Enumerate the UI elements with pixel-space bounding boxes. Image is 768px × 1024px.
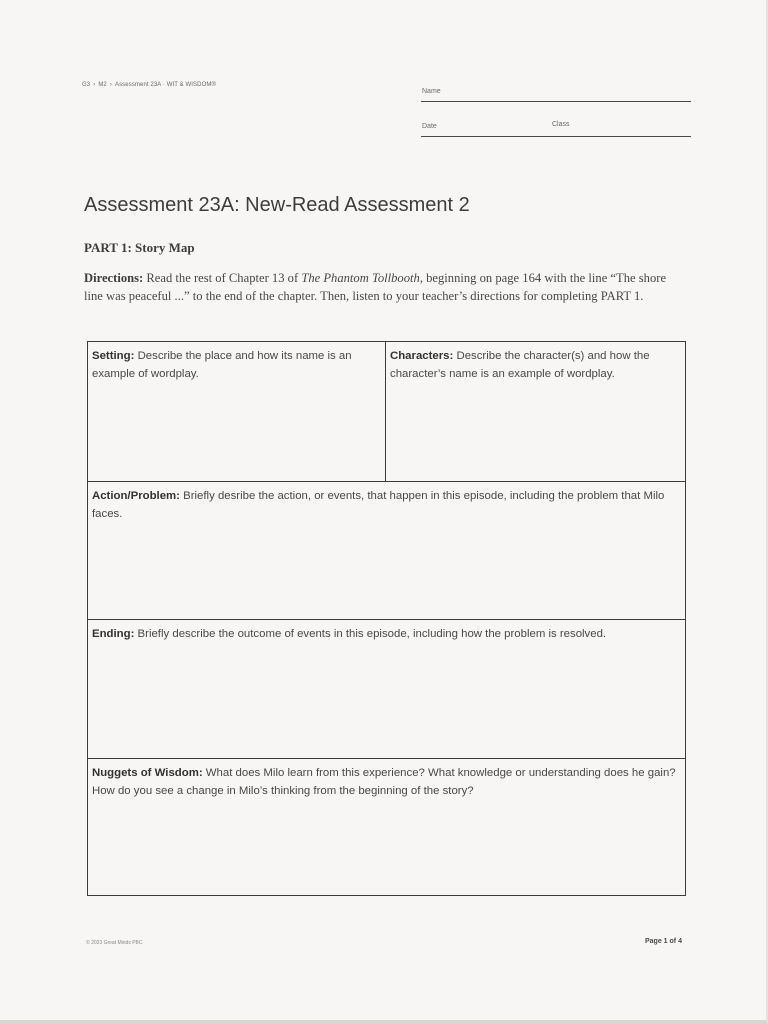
directions-label: Directions: (84, 271, 144, 285)
setting-prompt: Describe the place and how its name is an example of wordplay. (92, 350, 352, 380)
page-number: Page 1 of 4 (645, 938, 682, 945)
breadcrumb-module: M2 (98, 82, 107, 88)
story-map-table (87, 341, 686, 896)
breadcrumb: G3 › M2 › Assessment 23A · WIT & WISDOM® (82, 82, 216, 88)
directions (84, 270, 684, 305)
nuggets-prompt: What does Milo learn from this experience? What knowledge or understanding does he gain? How do you see a change in Milo’s thinking from the beginning of the story? (92, 767, 676, 797)
characters-cell[interactable] (386, 342, 684, 482)
page-title: Assessment 23A: New-Read Assessment 2 (84, 194, 470, 216)
class-label: Class (552, 121, 570, 128)
characters-label: Characters: (390, 350, 454, 362)
nuggets-cell[interactable] (88, 759, 684, 895)
name-label: Name (422, 88, 441, 95)
part-heading: PART 1: Story Map (84, 240, 195, 255)
date-class-field[interactable] (421, 136, 691, 137)
setting-cell[interactable] (88, 342, 386, 482)
action-problem-label: Action/Problem: (92, 490, 180, 502)
ending-prompt: Briefly describe the outcome of events in this episode, including how the problem is resolved. (134, 628, 607, 640)
directions-text-2: , beginning on page 164 with the line “The shore line was peaceful ...” to the end of the chapter. Then, listen to your teacher’s directions for completing PART 1. (84, 271, 667, 303)
setting-label: Setting: (92, 350, 135, 362)
name-field[interactable] (421, 101, 691, 102)
characters-prompt: Describe the character(s) and how the character’s name is an example of wordplay. (390, 350, 650, 380)
ending-label: Ending: (92, 628, 135, 640)
book-title: The Phantom Tollbooth (301, 271, 420, 285)
action-problem-prompt: Briefly desribe the action, or events, that happen in this episode, including the problem that Milo faces. (92, 490, 665, 520)
directions-text-1: Read the rest of Chapter 13 of (143, 271, 302, 285)
breadcrumb-grade: G3 (82, 82, 91, 88)
breadcrumb-assessment: Assessment 23A · WIT & WISDOM® (114, 82, 216, 88)
nuggets-label: Nuggets of Wisdom: (92, 767, 203, 779)
action-problem-cell[interactable] (88, 482, 684, 620)
copyright: © 2023 Great Minds PBC (86, 940, 143, 946)
date-label: Date (422, 123, 437, 130)
ending-cell[interactable] (88, 620, 684, 758)
